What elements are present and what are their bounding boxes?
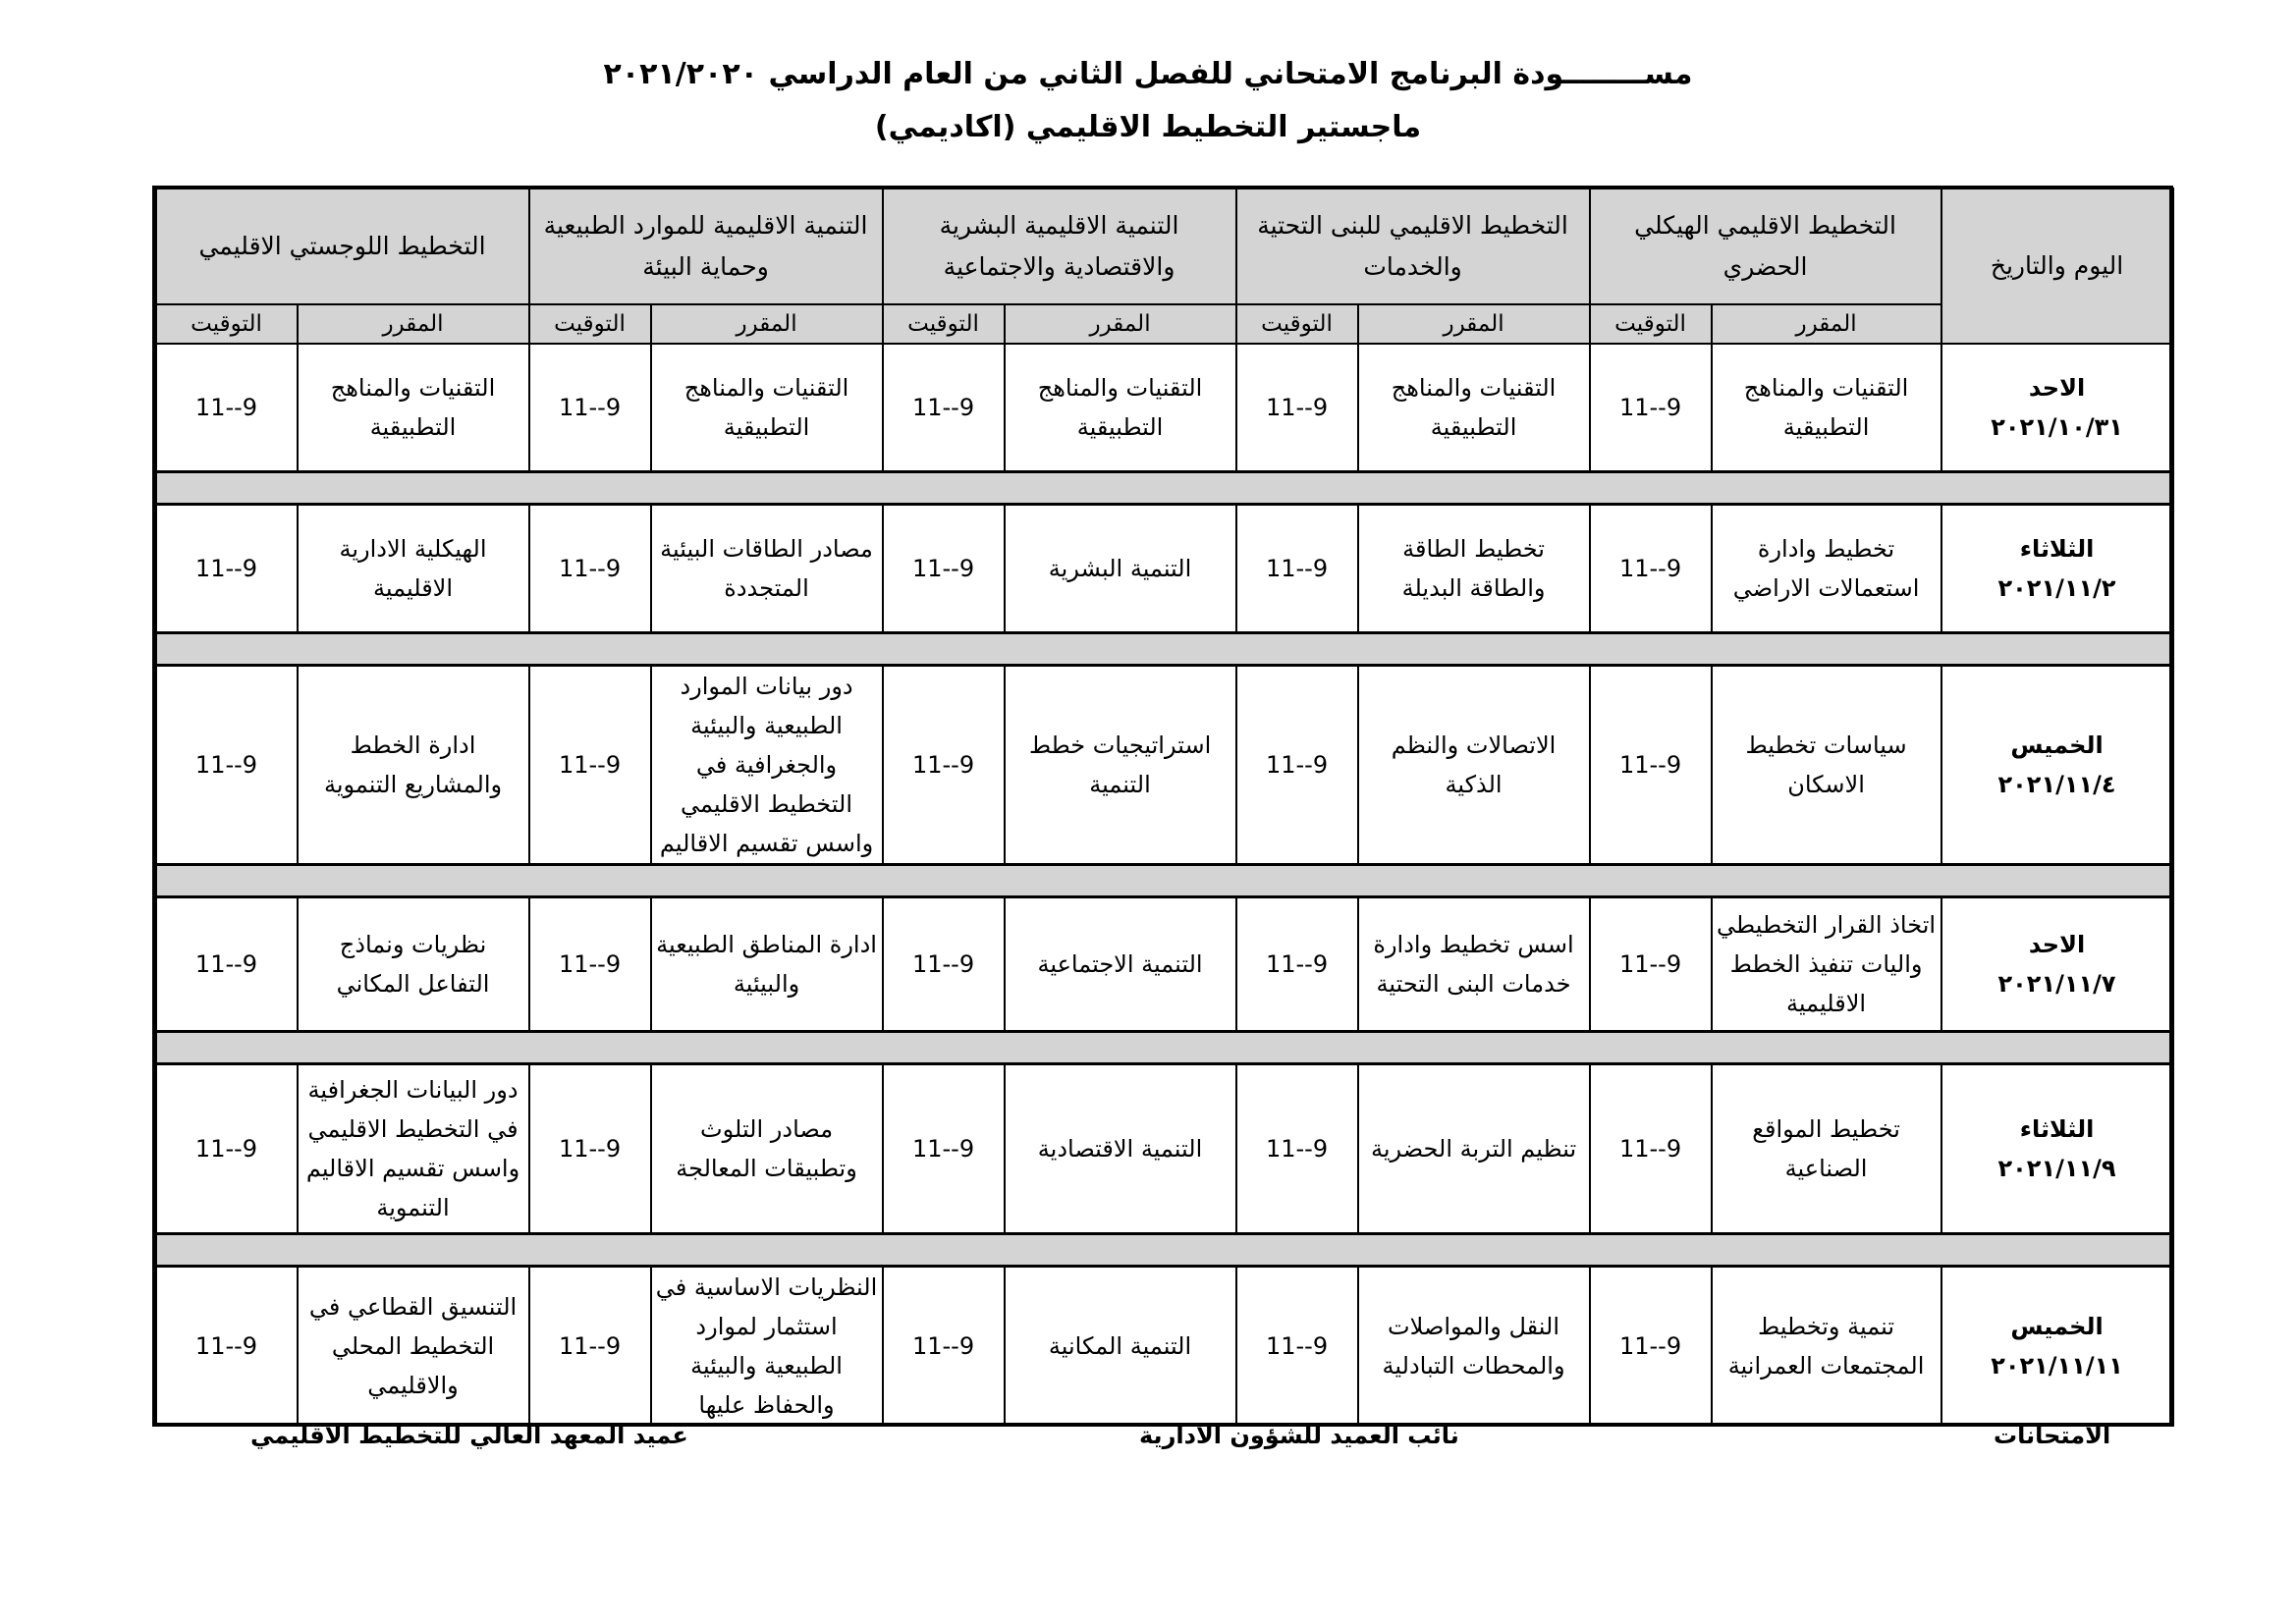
header-group-5: التخطيط اللوجستي الاقليمي [156,189,529,304]
time-cell: 9--11 [156,344,298,472]
course-cell: تخطيط المواقع الصناعية [1712,1064,1941,1234]
course-cell: نظريات ونماذج التفاعل المكاني [298,897,529,1032]
exam-date: ٢٠٢١/١١/٧ [1997,970,2116,998]
header-time: التوقيت [1590,304,1712,344]
schedule-row [156,1064,2173,1234]
time-cell: 9--11 [883,897,1005,1032]
header-day-date: اليوم والتاريخ [1941,189,2173,344]
header-course: المقرر [298,304,529,344]
row-separator [156,633,2173,666]
time-cell: 9--11 [1236,897,1358,1032]
time-cell: 9--11 [156,1267,298,1427]
course-cell: التقنيات والمناهج التطبيقية [651,344,883,472]
time-cell: 9--11 [1236,1064,1358,1234]
day-name: الخميس [2010,1313,2104,1340]
schedule-row [156,505,2173,633]
course-cell: التنمية المكانية [1005,1267,1236,1427]
course-cell: اتخاذ القرار التخطيطي واليات تنفيذ الخطط الاقليمية [1712,897,1941,1032]
exam-date: ٢٠٢١/١١/٢ [1997,574,2116,602]
time-cell: 9--11 [156,666,298,865]
day-name: الخميس [2010,731,2104,759]
day-name: الثلاثاء [2019,1115,2095,1143]
day-date-cell [1941,505,2173,633]
course-cell: الاتصالات والنظم الذكية [1358,666,1590,865]
time-cell: 9--11 [1236,666,1358,865]
course-cell: استراتيجيات خطط التنمية [1005,666,1236,865]
time-cell: 9--11 [529,505,651,633]
course-cell: مصادر الطاقات البيئية المتجددة [651,505,883,633]
course-cell: التقنيات والمناهج التطبيقية [1712,344,1941,472]
footer-exams: الامتحانات [1994,1422,2111,1449]
course-cell: دور بيانات الموارد الطبيعية والبيئية والجغرافية في التخطيط الاقليمي واسس تقسيم الاقاليم [651,666,883,865]
time-cell: 9--11 [1590,1064,1712,1234]
row-separator [156,865,2173,897]
time-cell: 9--11 [529,1267,651,1427]
header-course: المقرر [1005,304,1236,344]
course-cell: سياسات تخطيط الاسكان [1712,666,1941,865]
course-cell: النقل والمواصلات والمحطات التبادلية [1358,1267,1590,1427]
time-cell: 9--11 [156,1064,298,1234]
exam-date: ٢٠٢١/١١/٤ [1997,771,2116,798]
document-subtitle: ماجستير التخطيط الاقليمي (اكاديمي) [874,110,1422,144]
course-cell: تنظيم التربة الحضرية [1358,1064,1590,1234]
day-name: الاحد [2028,374,2086,402]
header-time: التوقيت [156,304,298,344]
time-cell: 9--11 [156,505,298,633]
exam-date: ٢٠٢١/١٠/٣١ [1991,413,2123,441]
time-cell: 9--11 [1236,1267,1358,1427]
footer-deputy-dean: نائب العميد للشؤون الادارية [1139,1422,1459,1449]
time-cell: 9--11 [529,666,651,865]
course-cell: اسس تخطيط وادارة خدمات البنى التحتية [1358,897,1590,1032]
time-cell: 9--11 [883,1064,1005,1234]
course-cell: التنمية الاجتماعية [1005,897,1236,1032]
schedule-row [156,1267,2173,1427]
header-course: المقرر [1712,304,1941,344]
header-time: التوقيت [883,304,1005,344]
header-group-4: التنمية الاقليمية للموارد الطبيعية وحماية البيئة [529,189,883,304]
day-name: الاحد [2028,931,2086,958]
course-cell: الهيكلية الادارية الاقليمية [298,505,529,633]
header-group-1: التخطيط الاقليمي الهيكلي الحضري [1590,189,1941,304]
time-cell: 9--11 [883,505,1005,633]
time-cell: 9--11 [883,344,1005,472]
time-cell: 9--11 [1590,666,1712,865]
course-cell: التنسيق القطاعي في التخطيط المحلي والاقليمي [298,1267,529,1427]
time-cell: 9--11 [1236,344,1358,472]
time-cell: 9--11 [883,1267,1005,1427]
header-time: التوقيت [1236,304,1358,344]
header-course: المقرر [651,304,883,344]
time-cell: 9--11 [529,1064,651,1234]
time-cell: 9--11 [1590,1267,1712,1427]
schedule-row [156,897,2173,1032]
course-cell: تخطيط الطاقة والطاقة البديلة [1358,505,1590,633]
footer-dean: عميد المعهد العالي للتخطيط الاقليمي [250,1422,688,1449]
day-date-cell [1941,344,2173,472]
header-time: التوقيت [529,304,651,344]
time-cell: 9--11 [529,344,651,472]
time-cell: 9--11 [1590,344,1712,472]
schedule-row [156,666,2173,865]
course-cell: مصادر التلوث وتطبيقات المعالجة [651,1064,883,1234]
row-separator [156,1234,2173,1267]
exam-date: ٢٠٢١/١١/٩ [1997,1155,2116,1182]
day-date-cell [1941,1267,2173,1427]
row-separator [156,1032,2173,1064]
day-name: الثلاثاء [2019,535,2095,563]
header-course: المقرر [1358,304,1590,344]
document-title: مســــــــودة البرنامج الامتحاني للفصل الثاني من العام الدراسي ٢٠٢١/٢٠٢٠ [603,57,1693,91]
header-group-2: التخطيط الاقليمي للبنى التحتية والخدمات [1236,189,1590,304]
course-cell: تنمية وتخطيط المجتمعات العمرانية [1712,1267,1941,1427]
exam-schedule-table [154,188,2174,1427]
course-cell: التنمية الاقتصادية [1005,1064,1236,1234]
header-group-3: التنمية الاقليمية البشرية والاقتصادية والاجتماعية [883,189,1236,304]
row-separator [156,472,2173,505]
time-cell: 9--11 [1590,897,1712,1032]
time-cell: 9--11 [1590,505,1712,633]
course-cell: دور البيانات الجغرافية في التخطيط الاقليمي واسس تقسيم الاقاليم التنموية [298,1064,529,1234]
course-cell: التقنيات والمناهج التطبيقية [1005,344,1236,472]
course-cell: تخطيط وادارة استعمالات الاراضي [1712,505,1941,633]
time-cell: 9--11 [883,666,1005,865]
exam-date: ٢٠٢١/١١/١١ [1991,1352,2123,1380]
course-cell: التقنيات والمناهج التطبيقية [298,344,529,472]
time-cell: 9--11 [156,897,298,1032]
course-cell: ادارة المناطق الطبيعية والبيئية [651,897,883,1032]
day-date-cell [1941,666,2173,865]
course-cell: التقنيات والمناهج التطبيقية [1358,344,1590,472]
time-cell: 9--11 [1236,505,1358,633]
course-cell: التنمية البشرية [1005,505,1236,633]
day-date-cell [1941,1064,2173,1234]
course-cell: ادارة الخطط والمشاريع التنموية [298,666,529,865]
schedule-row [156,344,2173,472]
course-cell: النظريات الاساسية في استثمار لموارد الطبيعية والبيئية والحفاظ عليها [651,1267,883,1427]
time-cell: 9--11 [529,897,651,1032]
day-date-cell [1941,897,2173,1032]
